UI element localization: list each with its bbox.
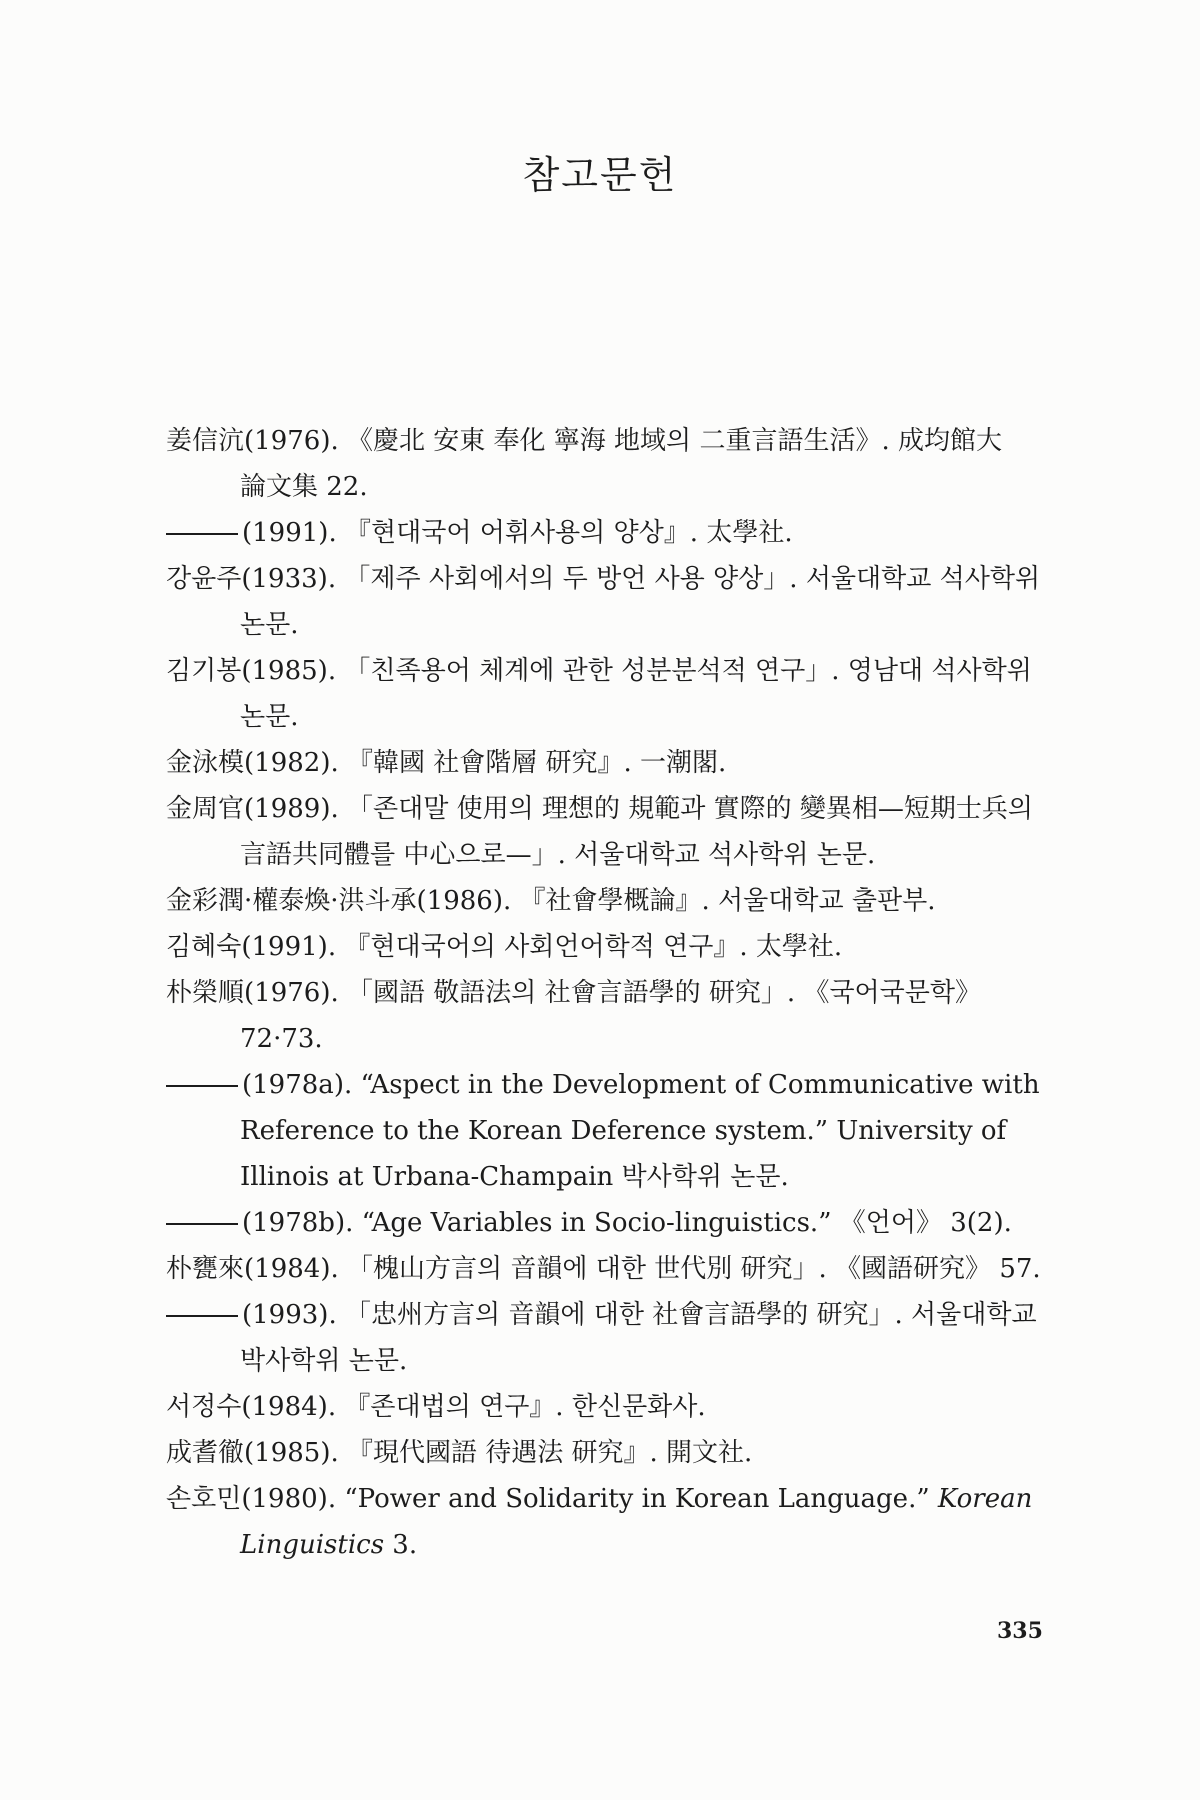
reference-text: (1991). 『현대국어 어휘사용의 양상』. 太學社. (242, 518, 793, 548)
reference-author: 서정수 (166, 1392, 242, 1422)
reference-text: (1978a). “Aspect in the Development of Communicative with Reference to the Korean Deference system.” University of Illinois at Urbana-Champain 박사학위 논문. (240, 1070, 1040, 1192)
reference-entry (166, 786, 1066, 878)
reference-author: 강윤주 (166, 564, 242, 594)
reference-author: 朴甕來 (166, 1254, 245, 1284)
reference-text: (1985). 「친족용어 체계에 관한 성분분석적 연구」. 영남대 석사학위 논문. (240, 656, 1032, 732)
reference-text: (1978b). “Age Variables in Socio-linguistics.” 《언어》 3(2). (242, 1208, 1012, 1238)
reference-entry (166, 1384, 1066, 1430)
reference-entry (166, 924, 1066, 970)
reference-entry (166, 970, 1066, 1062)
reference-text: (1993). 「忠州方言의 音韻에 대한 社會言語學的 研究」. 서울대학교 박사학위 논문. (240, 1300, 1037, 1376)
ditto-dash (166, 533, 238, 535)
reference-entry (166, 648, 1066, 740)
ditto-dash (166, 1223, 238, 1225)
reference-author: 김혜숙 (166, 932, 242, 962)
reference-text: (1982). 『韓國 社會階層 研究』. 一潮閣. (244, 748, 727, 778)
reference-entry (166, 418, 1066, 510)
reference-text: (1976). 《慶北 安東 奉化 寧海 地域의 二重言語生活》. 成均館大 論文集 22. (240, 426, 1002, 502)
reference-entry (166, 1430, 1066, 1476)
reference-author: 金彩潤·權泰煥·洪斗承 (166, 886, 417, 916)
reference-entry (166, 556, 1066, 648)
reference-author: 金泳模 (166, 748, 245, 778)
reference-text: (1984). 『존대법의 연구』. 한신문화사. (241, 1392, 706, 1422)
reference-author: 姜信沆 (166, 426, 245, 456)
reference-text: (1976). 「國語 敬語法의 社會言語學的 研究」. 《국어국문학》 72·73. (240, 978, 982, 1054)
reference-text: (1933). 「제주 사회에서의 두 방언 사용 양상」. 서울대학교 석사학위 논문. (240, 564, 1041, 640)
reference-list (166, 418, 1066, 1568)
reference-italic-title: Korean Linguistics (240, 1484, 1033, 1560)
reference-entry (166, 1200, 1066, 1246)
page-title: 참고문헌 (522, 153, 678, 197)
reference-author: 손호민 (166, 1484, 242, 1514)
page-number: 335 (997, 1618, 1043, 1644)
reference-entry (166, 740, 1066, 786)
reference-text: (1991). 『현대국어의 사회언어학적 연구』. 太學社. (241, 932, 843, 962)
reference-author: 金周官 (166, 794, 245, 824)
reference-entry (166, 1246, 1066, 1292)
reference-entry (166, 510, 1066, 556)
reference-author: 김기봉 (166, 656, 242, 686)
reference-entry (166, 1476, 1066, 1568)
reference-author: 朴榮順 (166, 978, 245, 1008)
ditto-dash (166, 1315, 238, 1317)
reference-text: (1985). 『現代國語 待遇法 研究』. 開文社. (244, 1438, 753, 1468)
reference-text: (1984). 「槐山方言의 音韻에 대한 世代別 研究」. 《國語研究》 57. (244, 1254, 1041, 1284)
reference-text: (1989). 「존대말 使用의 理想的 規範과 實際的 變異相—短期士兵의 言語共同體를 中心으로—」. 서울대학교 석사학위 논문. (240, 794, 1034, 870)
reference-author: 成耆徹 (166, 1438, 245, 1468)
reference-entry (166, 878, 1066, 924)
reference-entry (166, 1292, 1066, 1384)
reference-text: (1986). 『社會學概論』. 서울대학교 출판부. (416, 886, 936, 916)
reference-tail: 3. (384, 1530, 418, 1560)
ditto-dash (166, 1085, 238, 1087)
reference-entry (166, 1062, 1066, 1200)
reference-text: (1980). “Power and Solidarity in Korean Language.” (241, 1484, 938, 1514)
